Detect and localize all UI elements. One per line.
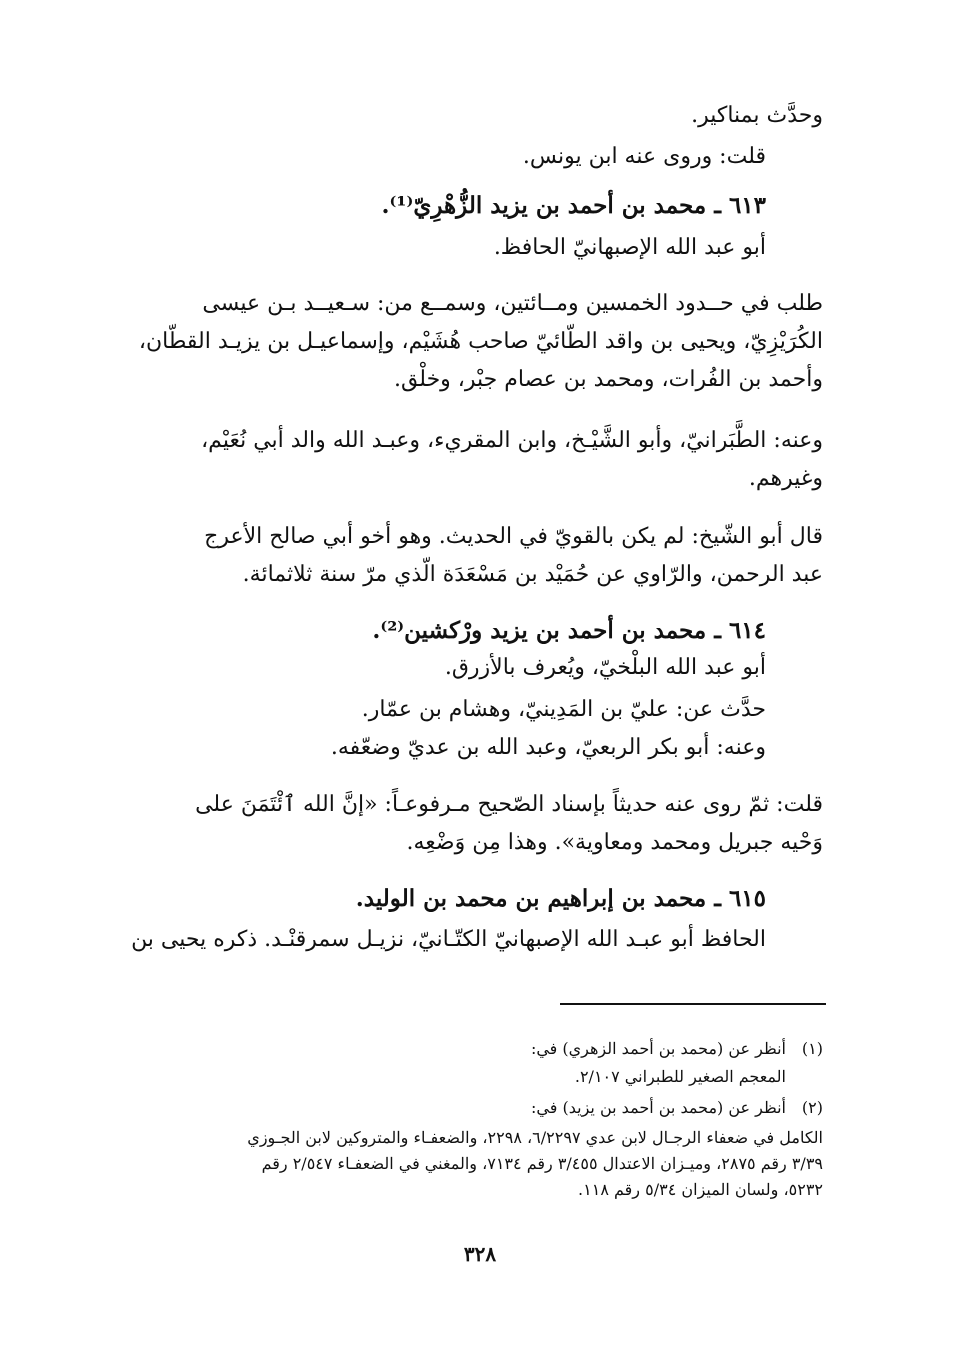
entry-614-title: ٦١٤ ـ محمد بن أحمد بن يزيد ورْكشين⁽²⁾. [372, 617, 766, 644]
entry-615-title: ٦١٥ ـ محمد بن إبراهيم بن محمد بن الوليد. [355, 885, 766, 912]
footnote-2-number: (٢) [801, 1098, 823, 1117]
text-line: وعنه: أبو بكر الربعيّ، وعبد الله بن عديّ وضعّفه. [330, 735, 766, 760]
text-line: عبد الرحمن، والرّاوي عن حُمَيْد بن مَسْعَدَة الّذي مرّ سنة ثلاثمائة. [242, 562, 823, 587]
footnote-2-line: الكامل في ضعفاء الرجـال لابن عدي ٦/٢٢٩٧، ٢٢٩٨، والضعفـاء والمتروكين لابن الجـوزي [247, 1128, 823, 1147]
footnote-1-number: (١) [801, 1039, 823, 1058]
footnote-2-body [108, 1125, 823, 1203]
text-line: طلب في حــدود الخمسين ومــائتين، وسمــع من: سـعيــد بـن عيسى [202, 291, 823, 316]
entry-613-kunya: أبو عبد الله الإصبهانيّ الحافظ. [493, 235, 766, 260]
footnote-2-line: أنظر عن (محمد بن أحمد بن يزيد) في: [531, 1098, 786, 1117]
footnote-divider [560, 1003, 826, 1005]
text-line: الكُرَيْزِيّ، ويحيى بن واقد الطّائيّ صاحب هُشَيْم، وإسماعيـل بن يزيـد القطّان، [138, 329, 823, 354]
text-line: وغيرهم. [748, 466, 823, 491]
entry-613-paragraph-1 [108, 285, 823, 399]
entry-614-kunya: أبو عبد الله البلْخيّ، ويُعرف بالأزرق. [444, 655, 766, 680]
text-line: وحدَّث بمناكير. [691, 103, 823, 128]
entry-613-title: ٦١٣ ـ محمد بن أحمد بن يزيد الزُّهْرِيّ⁽¹⁾. [381, 192, 766, 219]
text-line: وأحمد بن الفُرات، ومحمد بن عصام جبْر، وخلْق. [393, 367, 823, 392]
entry-614-paragraph [108, 786, 823, 862]
text-line: حدَّث عن: عليّ بن المَدِينيّ، وهشام بن عمّار. [361, 697, 766, 722]
text-line: قال أبو الشّيخ: لم يكن بالقويّ في الحديث. وهو أخو أبي صالح الأعرج [204, 524, 823, 549]
entry-613-paragraph-2 [108, 422, 823, 498]
text-line: الحافظ أبو عبـد الله الإصبهانيّ الكتّـانيّ، نزيـل سمرقنْـد. ذكره يحيى بن [131, 927, 766, 952]
text-line: قلت: وروى عنه ابن يونس. [522, 144, 766, 169]
page-number: ٣٢٨ [463, 1242, 497, 1266]
text-line: قلت: ثمّ روى عنه حديثاً بإسناد الصّحيح مـرفوعـاً: «إنَّ الله ٱئْتَمَنَ على [195, 792, 823, 817]
footnote-2-line: ٥٢٣٢، ولسان الميزان ٥/٣٤ رقم ١١٨. [578, 1180, 823, 1199]
text-line: وعنه: الطَّبَرانيّ، وأبو الشَّيْـخ، وابن المقريء، وعبـد الله والد أبي نُعَيْم، [201, 428, 823, 453]
footnote-1-line: أنظر عن (محمد بن أحمد الزهري) في: [530, 1039, 786, 1058]
footnote-1-line: المعجم الصغير للطبراني ٢/١٠٧. [574, 1067, 786, 1086]
text-line: وَحْيه جبريل ومحمد ومعاوية». وهذا مِن وَضْعِه. [406, 830, 823, 855]
entry-613-paragraph-3 [108, 518, 823, 594]
footnote-2-line: ٣/٣٩ رقم ٢٨٧٥، وميـزان الاعتدال ٣/٤٥٥ رقم ٧١٣٤، والمغني في الضعفـاء ٢/٥٤٧ رقم [261, 1154, 823, 1173]
